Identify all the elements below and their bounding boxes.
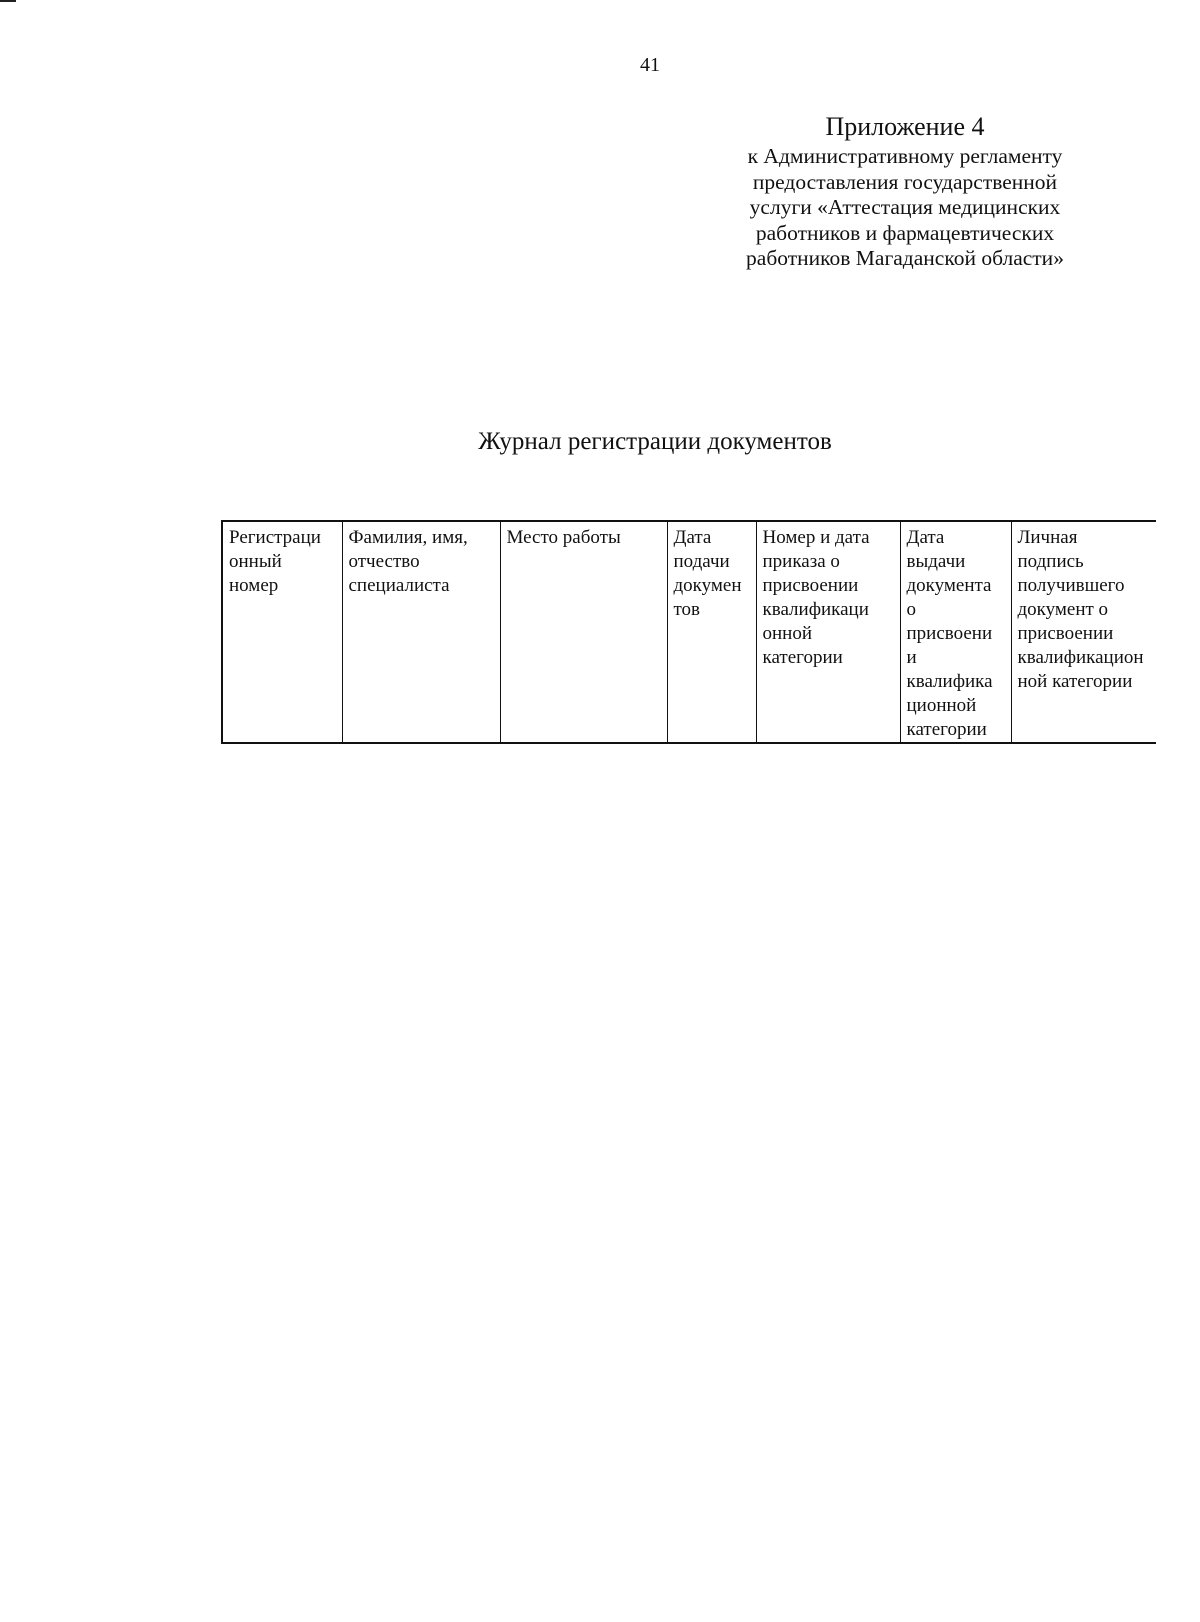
header-line: выдачи [906,551,966,572]
header-line: документ о [1017,599,1109,620]
header-line: онный [229,551,282,572]
appendix-line: к Административному регламенту [747,144,1063,168]
header-line: Номер и дата [762,527,870,548]
header-line: присвоении [1017,623,1114,644]
header-submission-date [667,521,756,743]
appendix-line: предоставления государственной [752,169,1058,194]
header-issue-date [900,521,1011,743]
header-line: онной [762,623,813,644]
header-line: Регистраци [229,527,321,548]
header-full-name [342,521,500,743]
appendix-line: работников и фармацевтических [755,220,1055,245]
table-header-row [222,521,1156,743]
header-line: Дата [906,527,945,548]
header-line: отчество [348,551,420,572]
document-title: Журнал регистрации документов [478,428,832,455]
header-line: Фамилия, имя, [348,527,468,548]
header-line: Место работы [506,527,621,548]
appendix-title: Приложение 4 [825,112,985,141]
header-line: Личная [1017,527,1078,548]
header-line: номер [229,575,279,596]
header-line: присвоени [906,623,993,644]
header-line: докумен [673,575,742,596]
header-line: квалификацион [1017,647,1144,668]
header-line: специалиста [348,575,450,596]
header-line: категории [762,647,843,668]
header-line: тов [673,599,701,620]
header-line: квалифика [906,671,993,692]
scan-corner-mark [0,0,16,2]
header-recipient-signature [1011,521,1156,743]
header-line: Дата [673,527,712,548]
header-line: квалификаци [762,599,869,620]
header-line: получившего [1017,575,1125,596]
appendix-line: работников Магаданской области» [746,246,1064,270]
appendix-line: услуги «Аттестация медицинских [749,195,1061,219]
header-line: ционной [906,695,977,716]
header-line: подачи [673,551,730,572]
header-line: подпись [1017,551,1084,572]
header-line: присвоении [762,575,859,596]
header-line: и [906,647,917,668]
header-registration-number [222,521,342,743]
header-workplace [500,521,667,743]
header-line: документа [906,575,992,596]
header-line: о [906,599,916,620]
header-order-number-date [756,521,900,743]
page-number: 41 [640,54,660,76]
header-line: категории [906,719,987,740]
registration-journal-table [221,520,1156,744]
header-line: ной категории [1017,671,1133,692]
header-line: приказа о [762,551,840,572]
appendix-block [720,112,1090,272]
